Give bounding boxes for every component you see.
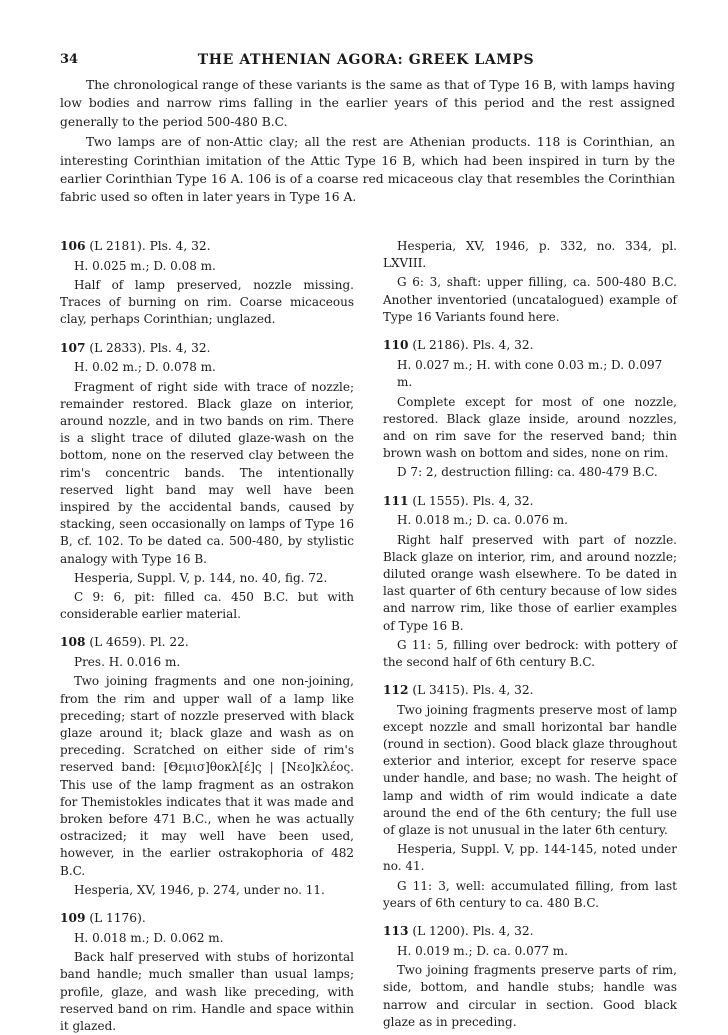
entry-number: 113 [383,924,409,939]
entry-dimensions: H. 0.02 m.; D. 0.078 m. [74,360,216,375]
entry-context: G 11: 5, filling over bedrock: with pottery of the second half of 6th century B.C. [383,637,677,669]
right-column [383,238,677,1031]
entry-heading [60,238,354,256]
page-header [60,52,672,72]
entry-inventory: (L 1176). [85,911,146,926]
entry-inventory: (L 2186). Pls. 4, 32. [408,338,534,353]
catalog-entry-107 [60,340,354,624]
entry-description: Complete except for most of one nozzle, restored. Black glaze inside, around nozzles, and on rim save for the reserved band; thin brown wash on bottom and sides, none on rim. [383,394,677,461]
entry-reference: Hesperia, XV, 1946, p. 274, under no. 11. [74,882,325,897]
entry-inventory: (L 1555). Pls. 4, 32. [408,493,534,508]
intro-text [60,76,675,209]
entry-number: 106 [60,239,86,253]
entry-dimensions: H. 0.018 m.; D. ca. 0.076 m. [397,513,568,528]
catalog-entry-112 [383,682,677,912]
catalog-entry-113 [383,923,677,1031]
entry-inventory: (L 1200). Pls. 4, 32. [408,924,534,939]
entry-inventory: (L 3415). Pls. 4, 32. [408,683,534,698]
entry-context: D 7: 2, destruction filling: ca. 480-479 B.C. [397,465,658,480]
entry-dimensions: Pres. H. 0.016 m. [74,654,181,669]
entry-context: G 11: 3, well: accumulated filling, from last years of 6th century to ca. 480 B.C. [383,878,677,910]
entry-number: 107 [60,340,86,355]
entry-heading [60,910,354,928]
entry-number: 108 [60,635,86,650]
entry-reference: Hesperia, XV, 1946, p. 332, no. 334, pl. LXVIII. [383,239,677,271]
catalog-entry-109 [60,910,354,1035]
left-column [60,238,354,1035]
entry-heading [383,923,677,941]
entry-context: G 6: 3, shaft: upper filling, ca. 500-480 B.C. Another inventoried (uncatalogued) example of Type 16 Variants found here. [383,275,677,324]
entry-description: Two joining fragments preserve most of lamp except nozzle and small horizontal bar handle (round in section). Good black glaze throughout exterior and interior, except for reserve space under handle, and base; no wash. The height of lamp and width of rim would indicate a date around the end of the 6th century; the full use of glaze is not unusual in the later 6th century. [383,702,677,838]
entry-reference: Hesperia, Suppl. V, p. 144, no. 40, fig. 72. [74,570,328,585]
intro-paragraph: The chronological range of these variants is the same as that of Type 16 B, with lamps having low bodies and narrow rims falling in the earlier years of this period and the rest assigned generally to the period 500-480 B.C. [60,78,675,129]
catalog-entry-110 [383,337,677,482]
entry-heading [383,493,677,511]
entry-number: 110 [383,338,409,353]
entry-description: Two joining fragments and one non-joining, from the rim and upper wall of a lamp like preceding; start of nozzle preserved with black glaze around it; black glaze and wash as on preceding. Scratched on either side of rim's reserved band: [Θεμισ]θοκλ[έ]ς | [Νεο]κλέος. This use of the lamp fragment as an ostrakon for Themistokles indicates that it was made and broken before 471 B.C., when he was actually ostracized; it may well have been used, however, in the earlier ostrakophoria of 482 B.C. [60,674,354,878]
entry-heading [383,337,677,355]
entry-number: 111 [383,493,409,508]
entry-dimensions: H. 0.027 m.; H. with cone 0.03 m.; D. 0.097 m. [397,357,663,390]
entry-inventory: (L 2833). Pls. 4, 32. [85,340,211,355]
entry-heading [60,340,354,358]
entry-reference: Hesperia, Suppl. V, pp. 144-145, noted under no. 41. [383,842,677,874]
catalog-entry-111 [383,493,677,672]
entry-inventory: (L 4659). Pl. 22. [85,635,189,650]
entry-description: Half of lamp preserved, nozzle missing. Traces of burning on rim. Coarse micaceous clay, perhaps Corinthian; unglazed. [60,278,354,327]
entry-description: Two joining fragments preserve parts of rim, side, bottom, and handle stubs; handle was narrow and circular in section. Good black glaze as in preceding. [383,963,677,1029]
entry-description: Back half preserved with stubs of horizontal band handle; much smaller than usual lamps; profile, glaze, and wash like preceding, with reserved band on rim. Handle and space within it glazed. [60,950,354,1033]
entry-inventory: (L 2181). Pls. 4, 32. [85,239,211,253]
running-title: THE ATHENIAN AGORA: GREEK LAMPS [197,52,535,68]
entry-description: Fragment of right side with trace of nozzle; remainder restored. Black glaze on interior, around nozzle, and in two bands on rim. There is a slight trace of diluted glaze-wash on the bottom, none on the reserved clay between the rim's concentric bands. The intentionally reserved light band may well have been inspired by the accidental bands, caused by stacking, seen occasionally on lamps of Type 16 B, cf. 102. To be dated ca. 500-480, by stylistic analogy with Type 16 B. [60,379,354,566]
entry-description: Right half preserved with part of nozzle. Black glaze on interior, rim, and around nozzle; diluted orange wash elsewhere. To be dated in last quarter of 6th century because of low sides and narrow rim, like those of earlier examples of Type 16 B. [383,532,677,633]
entry-heading [383,682,677,700]
catalog-entry-108 [60,634,354,899]
entry-number: 112 [383,683,409,698]
entry-dimensions: H. 0.018 m.; D. 0.062 m. [74,930,224,945]
catalog-entry-106 [60,238,354,329]
catalog-entry-109-continued [383,238,677,326]
entry-heading [60,634,354,652]
entry-dimensions: H. 0.025 m.; D. 0.08 m. [74,258,216,273]
entry-number: 109 [60,911,86,926]
page-number: 34 [60,52,79,67]
intro-paragraph: Two lamps are of non-Attic clay; all the rest are Athenian products. 118 is Corinthian, an interesting Corinthian imitation of the Attic Type 16 B, which had been inspired in turn by the earlier Corinthian Type 16 A. 106 is of a coarse red micaceous clay that resembles the Corinthian fabric used so often in later years in Type 16 A. [60,135,675,205]
entry-context: C 9: 6, pit: filled ca. 450 B.C. but with considerable earlier material. [60,590,354,622]
entry-dimensions: H. 0.019 m.; D. ca. 0.077 m. [397,943,568,958]
